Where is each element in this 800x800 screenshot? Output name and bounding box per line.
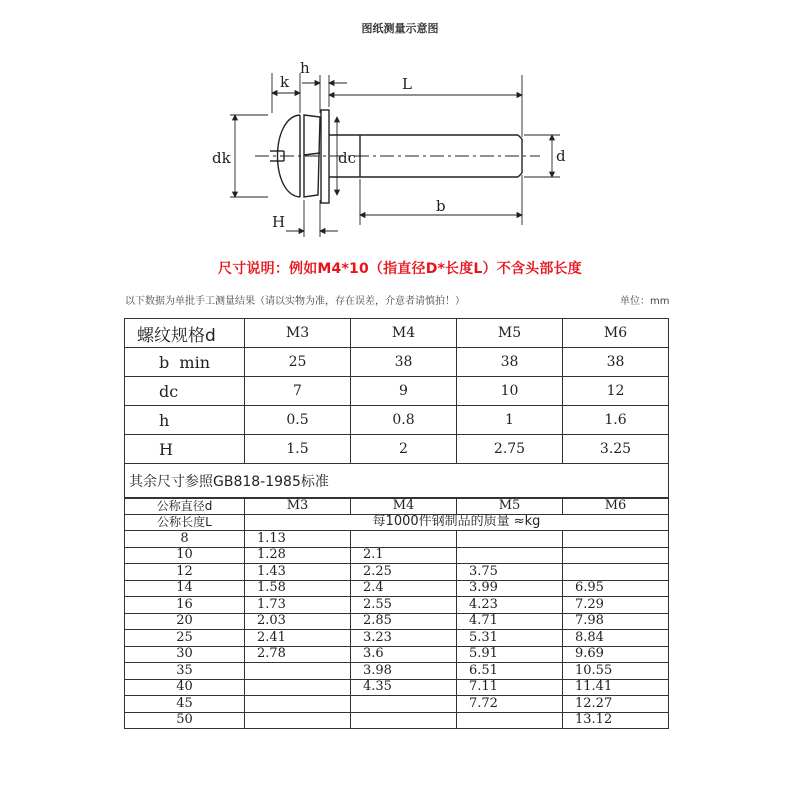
unit-label: 单位：mm	[620, 296, 670, 307]
dim-label-d: d	[556, 147, 566, 165]
mass-cell	[457, 712, 563, 729]
spec-footnote-row	[125, 464, 669, 499]
mass-row	[125, 613, 669, 630]
mass-caption: 每1000件钢制品的质量 ≈kg	[245, 514, 669, 531]
mass-cell: 4.35	[351, 679, 457, 696]
spec-row	[125, 406, 669, 435]
length-cell: 14	[125, 580, 245, 597]
mass-cell: 2.85	[351, 613, 457, 630]
mass-row	[125, 531, 669, 548]
mass-cell: 5.31	[457, 630, 563, 647]
length-cell: 16	[125, 597, 245, 614]
mass-cell: 13.12	[563, 712, 669, 729]
spec-header-row	[125, 319, 669, 348]
spec-cell: 38	[563, 348, 669, 377]
mass-cell: 7.29	[563, 597, 669, 614]
mass-cell	[245, 712, 351, 729]
mass-cell	[563, 547, 669, 564]
spec-cell: 10	[457, 377, 563, 406]
mass-cell	[563, 531, 669, 548]
spec-header-cell: M4	[351, 319, 457, 348]
mass-cell: 2.03	[245, 613, 351, 630]
length-cell: 45	[125, 696, 245, 713]
mass-cell: 2.41	[245, 630, 351, 647]
length-cell: 10	[125, 547, 245, 564]
mass-cell	[563, 564, 669, 581]
mass-row	[125, 630, 669, 647]
mass-row	[125, 712, 669, 729]
mass-cell: 9.69	[563, 646, 669, 663]
mass-cell: 3.99	[457, 580, 563, 597]
spec-row	[125, 435, 669, 464]
mass-header-cell: M3	[245, 498, 351, 515]
mass-cell	[351, 531, 457, 548]
mass-cell: 6.51	[457, 663, 563, 680]
mass-row	[125, 679, 669, 696]
spec-header-cell: M3	[245, 319, 351, 348]
length-cell: 12	[125, 564, 245, 581]
measurement-intro: 以下数据为单批手工测量结果（请以实物为准，存在误差，介意者请慎拍！）	[125, 296, 465, 307]
mass-cell: 6.95	[563, 580, 669, 597]
mass-cell: 2.55	[351, 597, 457, 614]
spec-cell: 7	[245, 377, 351, 406]
mass-cell: 7.98	[563, 613, 669, 630]
dim-label-dc: dc	[338, 149, 357, 167]
spec-cell: 38	[351, 348, 457, 377]
spec-cell: 3.25	[563, 435, 669, 464]
mass-cell: 7.11	[457, 679, 563, 696]
spec-cell: 0.5	[245, 406, 351, 435]
mass-cell: 2.78	[245, 646, 351, 663]
spec-row-label: dc	[125, 377, 245, 406]
mass-cell: 2.1	[351, 547, 457, 564]
mass-cell: 2.4	[351, 580, 457, 597]
mass-cell	[245, 663, 351, 680]
mass-cell: 10.55	[563, 663, 669, 680]
mass-cell	[245, 696, 351, 713]
mass-cell	[457, 531, 563, 548]
mass-cell	[351, 712, 457, 729]
spec-header-label: 螺纹规格d	[125, 319, 245, 348]
mass-cell: 1.43	[245, 564, 351, 581]
spec-header-cell: M5	[457, 319, 563, 348]
spec-cell: 2.75	[457, 435, 563, 464]
spec-row-label: H	[125, 435, 245, 464]
mass-cell: 3.23	[351, 630, 457, 647]
mass-cell: 1.28	[245, 547, 351, 564]
mass-table-body	[125, 531, 669, 729]
spec-cell: 1	[457, 406, 563, 435]
spec-cell: 12	[563, 377, 669, 406]
length-cell: 50	[125, 712, 245, 729]
mass-cell: 5.91	[457, 646, 563, 663]
spec-footnote: 其余尺寸参照GB818-1985标准	[125, 464, 669, 499]
mass-cell: 1.58	[245, 580, 351, 597]
spec-cell: 0.8	[351, 406, 457, 435]
mass-cell: 7.72	[457, 696, 563, 713]
spec-table	[124, 318, 669, 499]
mass-row	[125, 696, 669, 713]
mass-header-cell: M4	[351, 498, 457, 515]
mass-row	[125, 646, 669, 663]
mass-subheader-row	[125, 514, 669, 531]
mass-cell: 2.25	[351, 564, 457, 581]
mass-cell: 3.75	[457, 564, 563, 581]
mass-cell: 1.13	[245, 531, 351, 548]
spec-cell: 2	[351, 435, 457, 464]
spec-header-cell: M6	[563, 319, 669, 348]
page-title: 图纸测量示意图	[361, 22, 439, 35]
mass-cell: 8.84	[563, 630, 669, 647]
spec-row-label: h	[125, 406, 245, 435]
mass-row	[125, 564, 669, 581]
length-cell: 20	[125, 613, 245, 630]
length-cell: 8	[125, 531, 245, 548]
spec-cell: 25	[245, 348, 351, 377]
mass-row	[125, 580, 669, 597]
mass-row	[125, 663, 669, 680]
mass-cell: 11.41	[563, 679, 669, 696]
dim-label-L: L	[402, 75, 412, 93]
mass-header-label: 公称直径d	[125, 498, 245, 515]
mass-row	[125, 547, 669, 564]
mass-cell: 3.6	[351, 646, 457, 663]
length-header-label: 公称长度L	[125, 514, 245, 531]
mass-cell: 4.23	[457, 597, 563, 614]
mass-cell: 3.98	[351, 663, 457, 680]
spec-cell: 9	[351, 377, 457, 406]
mass-row	[125, 597, 669, 614]
length-cell: 25	[125, 630, 245, 647]
dim-label-H: H	[272, 213, 286, 231]
dim-label-h: h	[300, 59, 310, 77]
spec-row	[125, 377, 669, 406]
dim-label-k: k	[280, 73, 290, 91]
dim-label-b: b	[436, 197, 446, 215]
mass-header-row	[125, 498, 669, 515]
mass-cell	[457, 547, 563, 564]
mass-cell	[245, 679, 351, 696]
size-note: 尺寸说明：例如M4*10（指直径D*长度L）不含头部长度	[218, 261, 582, 277]
length-cell: 40	[125, 679, 245, 696]
spec-cell: 1.5	[245, 435, 351, 464]
mass-table	[124, 497, 669, 729]
mass-cell: 4.71	[457, 613, 563, 630]
spec-cell: 38	[457, 348, 563, 377]
spec-row-label: b min	[125, 348, 245, 377]
mass-header-cell: M5	[457, 498, 563, 515]
spec-cell: 1.6	[563, 406, 669, 435]
mass-cell	[351, 696, 457, 713]
length-cell: 35	[125, 663, 245, 680]
screw-diagram	[180, 55, 620, 255]
mass-header-cell: M6	[563, 498, 669, 515]
mass-cell: 12.27	[563, 696, 669, 713]
spec-row	[125, 348, 669, 377]
length-cell: 30	[125, 646, 245, 663]
mass-cell: 1.73	[245, 597, 351, 614]
dim-label-dk: dk	[212, 149, 231, 167]
